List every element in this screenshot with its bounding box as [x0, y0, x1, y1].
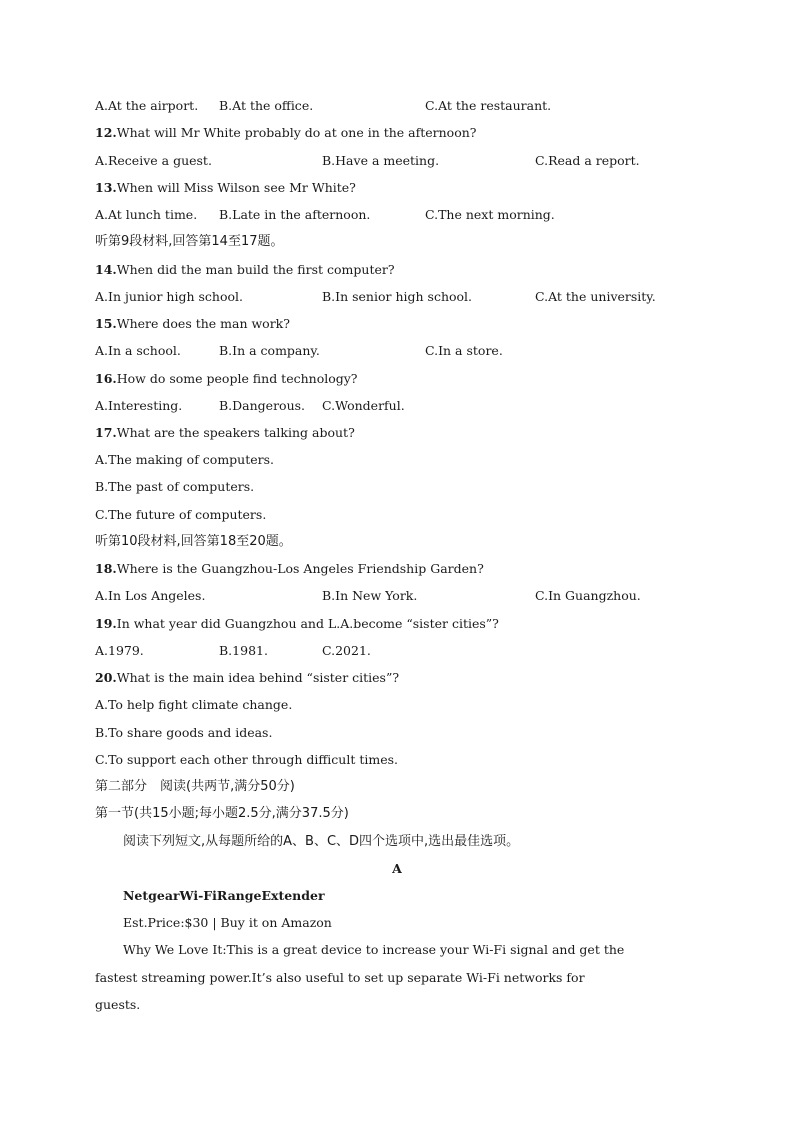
q19-number: 19.: [95, 616, 117, 631]
q20-option-b: B.To share goods and ideas.: [95, 725, 273, 740]
q17-text: What are the speakers talking about?: [116, 425, 355, 440]
q17-option-c: C.The future of computers.: [95, 507, 267, 522]
q13-option-a: A.At lunch time.: [95, 207, 198, 222]
why-we-love-it-line-1: Why We Love It:This is a great device to increase your Wi-Fi signal and get the: [123, 942, 625, 957]
q20-number: 20.: [95, 670, 117, 685]
q15-option-b: B.In a company.: [219, 343, 320, 358]
q12-number: 12.: [95, 125, 117, 140]
q20-text: What is the main idea behind “sister cities”?: [116, 670, 400, 685]
price-line: Est.Price:$30 | Buy it on Amazon: [123, 915, 332, 930]
q12-question: [95, 125, 477, 141]
q17-question: [95, 425, 355, 441]
q20-question: [95, 670, 399, 686]
section-9-instruction: 听第9段材料,回答第14至17题。: [95, 234, 284, 249]
passage-letter: A: [392, 861, 402, 876]
q14-number: 14.: [95, 262, 117, 277]
section-10-instruction: 听第10段材料,回答第18至20题。: [95, 534, 292, 549]
q13-question: [95, 180, 356, 196]
q14-text: When did the man build the first computer?: [116, 262, 395, 277]
q17-option-a: A.The making of computers.: [95, 452, 275, 467]
q12-text: What will Mr White probably do at one in the afternoon?: [116, 125, 477, 140]
q20-option-c: C.To support each other through difficult times.: [95, 752, 398, 767]
q18-question: [95, 561, 484, 577]
q16-question: [95, 371, 358, 387]
q15-option-c: C.In a store.: [425, 343, 503, 358]
q11-option-c: C.At the restaurant.: [425, 98, 552, 113]
q16-option-b: B.Dangerous.: [219, 398, 306, 413]
q12-option-a: A.Receive a guest.: [95, 153, 212, 168]
q18-option-a: A.In Los Angeles.: [95, 588, 206, 603]
q13-option-b: B.Late in the afternoon.: [219, 207, 371, 222]
q15-text: Where does the man work?: [116, 316, 290, 331]
q16-option-a: A.Interesting.: [95, 398, 183, 413]
q19-option-b: B.1981.: [219, 643, 268, 658]
q15-question: [95, 316, 290, 332]
q15-option-a: A.In a school.: [95, 343, 181, 358]
q12-option-b: B.Have a meeting.: [322, 153, 440, 168]
q18-option-c: C.In Guangzhou.: [535, 588, 641, 603]
q14-option-b: B.In senior high school.: [322, 289, 473, 304]
q14-question: [95, 262, 395, 278]
q13-text: When will Miss Wilson see Mr White?: [116, 180, 356, 195]
q11-option-a: A.At the airport.: [95, 98, 199, 113]
q14-option-a: A.In junior high school.: [95, 289, 243, 304]
q13-number: 13.: [95, 180, 117, 195]
q16-option-c: C.Wonderful.: [322, 398, 405, 413]
q19-option-a: A.1979.: [95, 643, 144, 658]
q17-option-b: B.The past of computers.: [95, 479, 255, 494]
section-1-title: 第一节(共15小题;每小题2.5分,满分37.5分): [95, 806, 349, 821]
q17-number: 17.: [95, 425, 117, 440]
q11-option-b: B.At the office.: [219, 98, 314, 113]
q16-number: 16.: [95, 371, 117, 386]
q13-option-c: C.The next morning.: [425, 207, 555, 222]
why-we-love-it-line-3: guests.: [95, 997, 141, 1012]
q12-option-c: C.Read a report.: [535, 153, 640, 168]
q18-number: 18.: [95, 561, 117, 576]
part-2-title: 第二部分 阅读(共两节,满分50分): [95, 779, 295, 794]
q18-text: Where is the Guangzhou-Los Angeles Friendship Garden?: [116, 561, 484, 576]
q20-option-a: A.To help fight climate change.: [95, 697, 293, 712]
why-we-love-it-line-2: fastest streaming power.It’s also useful to set up separate Wi-Fi networks for: [95, 970, 585, 985]
q14-option-c: C.At the university.: [535, 289, 656, 304]
q16-text: How do some people find technology?: [116, 371, 358, 386]
product-title: NetgearWi-FiRangeExtender: [123, 888, 325, 903]
q19-text: In what year did Guangzhou and L.A.become “sister cities”?: [116, 616, 499, 631]
reading-instructions: 阅读下列短文,从每题所给的A、B、C、D四个选项中,选出最佳选项。: [123, 834, 520, 849]
q15-number: 15.: [95, 316, 117, 331]
q19-question: [95, 616, 499, 632]
q18-option-b: B.In New York.: [322, 588, 418, 603]
q19-option-c: C.2021.: [322, 643, 371, 658]
